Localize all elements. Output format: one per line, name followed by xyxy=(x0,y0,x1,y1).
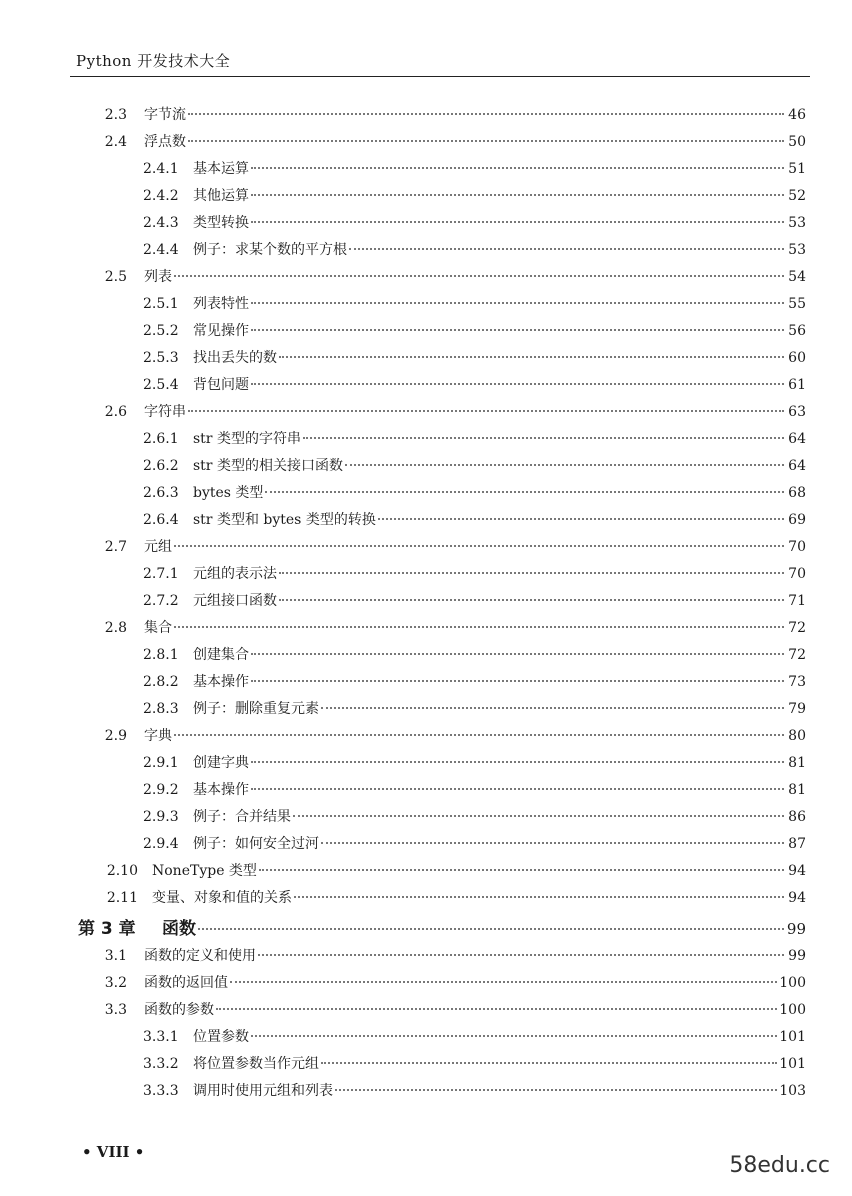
toc-subsection-entry[interactable] xyxy=(0,158,852,185)
toc-entry-page: 60 xyxy=(788,350,806,366)
toc-subsection-entry[interactable] xyxy=(0,1026,852,1053)
header-rule xyxy=(70,76,810,77)
toc-entry-number: 2.5 xyxy=(104,269,127,285)
toc-entry-title: 例子：删除重复元素 xyxy=(193,701,319,717)
toc-entry-number: 2.9.3 xyxy=(143,809,179,825)
toc-entry-title: 字节流 xyxy=(144,107,186,123)
dot-leader xyxy=(251,680,784,682)
toc-entry-number: 2.9.2 xyxy=(143,782,179,798)
toc-subsection-entry[interactable] xyxy=(0,428,852,455)
toc-entry-number: 3.3.2 xyxy=(143,1056,179,1072)
toc-entry-page: 61 xyxy=(788,377,806,393)
dot-leader xyxy=(303,437,784,439)
toc-entry-title: 浮点数 xyxy=(144,134,186,150)
toc-entry-number: 2.6 xyxy=(104,404,127,420)
toc-entry-title: 元组接口函数 xyxy=(193,593,277,609)
toc-entry-title: 列表特性 xyxy=(193,296,249,312)
toc-entry-page: 72 xyxy=(788,647,806,663)
toc-subsection-entry[interactable] xyxy=(0,320,852,347)
dot-leader xyxy=(321,707,784,709)
toc-entry-title: 常见操作 xyxy=(193,323,249,339)
toc-entry-number: 3.2 xyxy=(104,975,127,991)
toc-subsection-entry[interactable] xyxy=(0,212,852,239)
toc-entry-number: 3.3 xyxy=(104,1002,127,1018)
toc-entry-page: 94 xyxy=(788,863,806,879)
toc-entry-title: 基本操作 xyxy=(193,782,249,798)
toc-entry-page: 69 xyxy=(788,512,806,528)
toc-entry-title: 函数的定义和使用 xyxy=(144,948,256,964)
dot-leader xyxy=(188,113,784,115)
toc-entry-number: 2.5.3 xyxy=(143,350,179,366)
page-number: • VIII • xyxy=(82,1143,145,1161)
toc-subsection-entry[interactable] xyxy=(0,293,852,320)
toc-entry-page: 80 xyxy=(788,728,806,744)
toc-entry-page: 79 xyxy=(788,701,806,717)
toc-entry-page: 52 xyxy=(788,188,806,204)
dot-leader xyxy=(174,545,784,547)
toc-subsection-entry[interactable] xyxy=(0,509,852,536)
toc-entry-page: 101 xyxy=(779,1056,806,1072)
toc-entry-page: 63 xyxy=(788,404,806,420)
toc-entry-title: 其他运算 xyxy=(193,188,249,204)
toc-entry-number: 2.6.3 xyxy=(143,485,179,501)
toc-subsection-entry[interactable] xyxy=(0,347,852,374)
toc-entry-number: 2.9.4 xyxy=(143,836,179,852)
toc-entry-title: 集合 xyxy=(144,620,172,636)
toc-section-entry[interactable] xyxy=(0,131,852,158)
toc-entry-title: 函数的返回值 xyxy=(144,975,228,991)
toc-subsection-entry[interactable] xyxy=(0,374,852,401)
toc-entry-title: 背包问题 xyxy=(193,377,249,393)
toc-entry-number: 2.8.3 xyxy=(143,701,179,717)
dot-leader xyxy=(349,248,784,250)
toc-entry-title: 例子：如何安全过河 xyxy=(193,836,319,852)
dot-leader xyxy=(321,1062,777,1064)
toc-section-entry[interactable] xyxy=(0,999,852,1026)
toc-entry-number: 2.4.2 xyxy=(143,188,179,204)
toc-section-entry[interactable] xyxy=(0,725,852,752)
toc-entry-number: 2.5.4 xyxy=(143,377,179,393)
dot-leader xyxy=(251,788,784,790)
toc-entry-page: 53 xyxy=(788,242,806,258)
toc-entry-page: 70 xyxy=(788,566,806,582)
toc-entry-title: 字典 xyxy=(144,728,172,744)
toc-subsection-entry[interactable] xyxy=(0,671,852,698)
toc-entry-title: 列表 xyxy=(144,269,172,285)
toc-entry-page: 51 xyxy=(788,161,806,177)
dot-leader xyxy=(259,869,784,871)
toc-entry-title: 基本操作 xyxy=(193,674,249,690)
toc-entry-number: 第 3 章 xyxy=(78,919,136,939)
toc-section-entry[interactable] xyxy=(0,536,852,563)
toc-subsection-entry[interactable] xyxy=(0,1053,852,1080)
toc-section-entry[interactable] xyxy=(0,104,852,131)
toc-entry-page: 64 xyxy=(788,458,806,474)
dot-leader xyxy=(174,626,784,628)
toc-entry-page: 94 xyxy=(788,890,806,906)
toc-entry-number: 2.9.1 xyxy=(143,755,179,771)
toc-entry-page: 64 xyxy=(788,431,806,447)
toc-entry-page: 86 xyxy=(788,809,806,825)
toc-entry-page: 68 xyxy=(788,485,806,501)
toc-entry-number: 2.7.1 xyxy=(143,566,179,582)
toc-entry-page: 55 xyxy=(788,296,806,312)
toc-entry-page: 99 xyxy=(786,920,806,938)
dot-leader xyxy=(279,572,784,574)
toc-entry-page: 81 xyxy=(788,755,806,771)
toc-entry-title: 函数 xyxy=(162,919,196,939)
toc-entry-number: 2.6.4 xyxy=(143,512,179,528)
toc-entry-page: 72 xyxy=(788,620,806,636)
toc-subsection-entry[interactable] xyxy=(0,239,852,266)
toc-subsection-entry[interactable] xyxy=(0,698,852,725)
toc-section-entry[interactable] xyxy=(0,266,852,293)
toc-entry-title: 例子：求某个数的平方根 xyxy=(193,242,347,258)
dot-leader xyxy=(188,140,784,142)
dot-leader xyxy=(251,221,784,223)
dot-leader xyxy=(321,842,784,844)
dot-leader xyxy=(279,599,784,601)
toc-entry-page: 103 xyxy=(779,1083,806,1099)
toc-entry-page: 50 xyxy=(788,134,806,150)
toc-entry-page: 100 xyxy=(779,975,806,991)
toc-subsection-entry[interactable] xyxy=(0,806,852,833)
watermark: 58edu.cc xyxy=(729,1153,830,1178)
toc-entry-page: 99 xyxy=(788,948,806,964)
toc-entry-title: bytes 类型 xyxy=(193,485,264,501)
dot-leader xyxy=(251,383,784,385)
dot-leader xyxy=(293,815,784,817)
dot-leader xyxy=(258,954,784,956)
toc-entry-number: 2.5.2 xyxy=(143,323,179,339)
toc-entry-number: 2.8 xyxy=(104,620,127,636)
toc-entry-page: 73 xyxy=(788,674,806,690)
toc-entry-title: 调用时使用元组和列表 xyxy=(193,1083,333,1099)
dot-leader xyxy=(251,1035,777,1037)
toc-section-entry[interactable] xyxy=(0,945,852,972)
toc-entry-title: 找出丢失的数 xyxy=(193,350,277,366)
toc-section-entry[interactable] xyxy=(0,972,852,999)
toc-entry-number: 3.3.3 xyxy=(143,1083,179,1099)
toc-entry-number: 2.4 xyxy=(104,134,127,150)
dot-leader xyxy=(345,464,784,466)
toc-section-entry[interactable] xyxy=(0,860,852,887)
dot-leader xyxy=(294,896,784,898)
table-of-contents xyxy=(0,104,852,1107)
toc-chapter-entry[interactable] xyxy=(0,914,852,945)
toc-entry-title: str 类型的相关接口函数 xyxy=(193,458,343,474)
toc-entry-number: 2.7 xyxy=(104,539,127,555)
toc-entry-number: 2.7.2 xyxy=(143,593,179,609)
dot-leader xyxy=(279,356,784,358)
toc-subsection-entry[interactable] xyxy=(0,1080,852,1107)
toc-subsection-entry[interactable] xyxy=(0,482,852,509)
toc-entry-title: 创建集合 xyxy=(193,647,249,663)
toc-entry-title: 字符串 xyxy=(144,404,186,420)
toc-entry-number: 2.5.1 xyxy=(143,296,179,312)
toc-entry-page: 71 xyxy=(788,593,806,609)
dot-leader xyxy=(251,302,784,304)
toc-entry-title: 将位置参数当作元组 xyxy=(193,1056,319,1072)
toc-subsection-entry[interactable] xyxy=(0,644,852,671)
toc-subsection-entry[interactable] xyxy=(0,833,852,860)
dot-leader xyxy=(251,194,784,196)
toc-subsection-entry[interactable] xyxy=(0,455,852,482)
dot-leader xyxy=(251,329,784,331)
toc-entry-number: 2.4.1 xyxy=(143,161,179,177)
toc-entry-title: 创建字典 xyxy=(193,755,249,771)
toc-entry-number: 2.6.2 xyxy=(143,458,179,474)
toc-subsection-entry[interactable] xyxy=(0,752,852,779)
toc-section-entry[interactable] xyxy=(0,401,852,428)
toc-entry-title: 基本运算 xyxy=(193,161,249,177)
toc-entry-number: 2.8.1 xyxy=(143,647,179,663)
dot-leader xyxy=(230,981,777,983)
toc-entry-number: 2.10 xyxy=(106,863,138,879)
dot-leader xyxy=(216,1008,777,1010)
toc-entry-title: 元组 xyxy=(144,539,172,555)
toc-entry-page: 100 xyxy=(779,1002,806,1018)
toc-entry-number: 2.4.4 xyxy=(143,242,179,258)
dot-leader xyxy=(251,761,784,763)
toc-entry-page: 46 xyxy=(788,107,806,123)
toc-entry-page: 56 xyxy=(788,323,806,339)
toc-entry-number: 3.1 xyxy=(104,948,127,964)
dot-leader xyxy=(251,167,784,169)
toc-entry-number: 2.6.1 xyxy=(143,431,179,447)
dot-leader xyxy=(378,518,784,520)
toc-entry-title: str 类型的字符串 xyxy=(193,431,301,447)
dot-leader xyxy=(174,734,784,736)
dot-leader xyxy=(251,653,784,655)
toc-subsection-entry[interactable] xyxy=(0,779,852,806)
toc-subsection-entry[interactable] xyxy=(0,563,852,590)
toc-entry-title: str 类型和 bytes 类型的转换 xyxy=(193,512,376,528)
toc-entry-title: 元组的表示法 xyxy=(193,566,277,582)
dot-leader xyxy=(265,491,784,493)
toc-entry-title: NoneType 类型 xyxy=(152,863,257,879)
toc-entry-page: 54 xyxy=(788,269,806,285)
toc-entry-number: 3.3.1 xyxy=(143,1029,179,1045)
toc-subsection-entry[interactable] xyxy=(0,185,852,212)
toc-entry-page: 87 xyxy=(788,836,806,852)
toc-entry-title: 例子：合并结果 xyxy=(193,809,291,825)
toc-entry-title: 函数的参数 xyxy=(144,1002,214,1018)
dot-leader xyxy=(174,275,784,277)
toc-entry-page: 53 xyxy=(788,215,806,231)
toc-entry-number: 2.8.2 xyxy=(143,674,179,690)
toc-entry-number: 2.3 xyxy=(104,107,127,123)
toc-section-entry[interactable] xyxy=(0,887,852,914)
running-header: Python 开发技术大全 xyxy=(76,52,231,70)
toc-entry-number: 2.4.3 xyxy=(143,215,179,231)
toc-subsection-entry[interactable] xyxy=(0,590,852,617)
toc-entry-number: 2.11 xyxy=(106,890,138,906)
dot-leader xyxy=(198,928,784,930)
toc-section-entry[interactable] xyxy=(0,617,852,644)
dot-leader xyxy=(335,1089,777,1091)
toc-entry-title: 位置参数 xyxy=(193,1029,249,1045)
dot-leader xyxy=(188,410,784,412)
toc-entry-title: 类型转换 xyxy=(193,215,249,231)
toc-entry-title: 变量、对象和值的关系 xyxy=(152,890,292,906)
toc-entry-page: 101 xyxy=(779,1029,806,1045)
toc-entry-page: 81 xyxy=(788,782,806,798)
toc-entry-page: 70 xyxy=(788,539,806,555)
toc-entry-number: 2.9 xyxy=(104,728,127,744)
